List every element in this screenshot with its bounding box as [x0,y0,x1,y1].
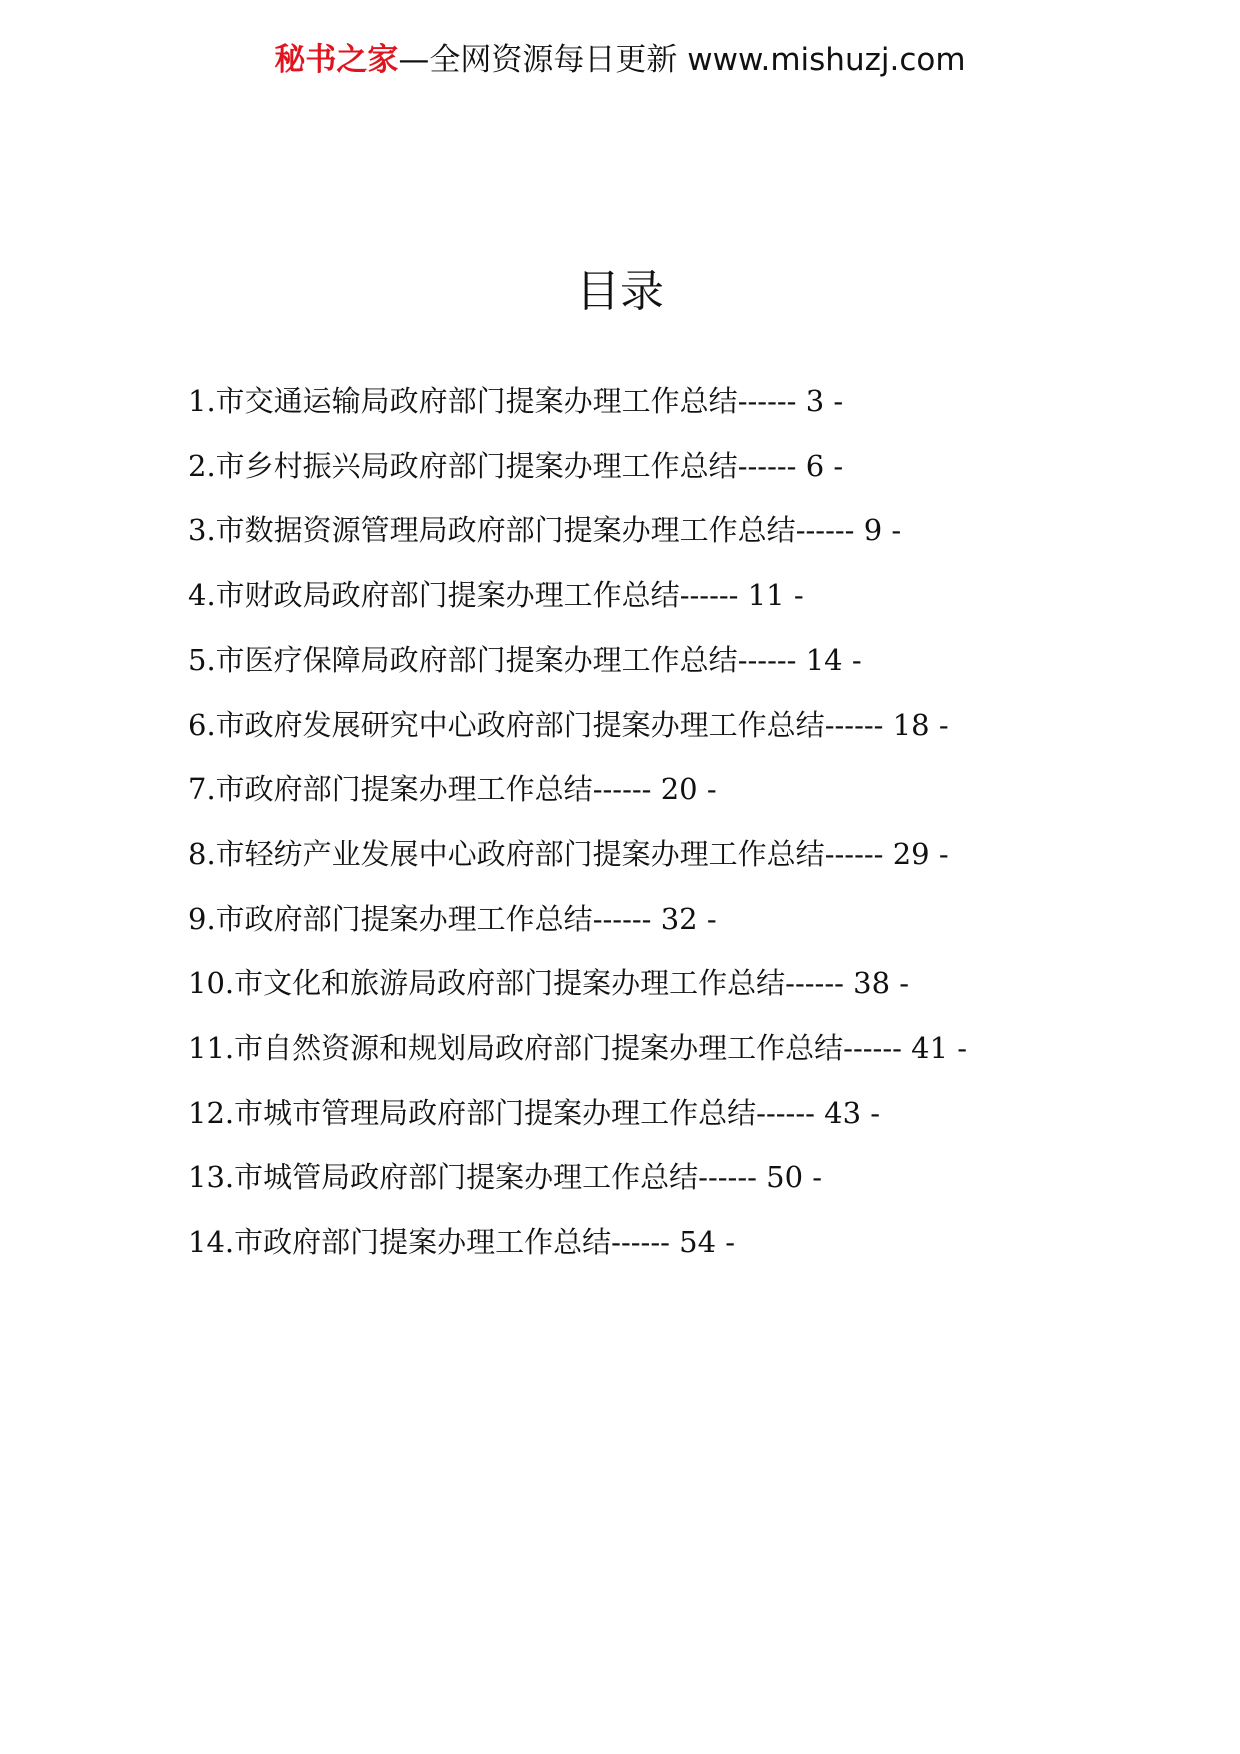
toc-entry-title: 市轻纺产业发展中心政府部门提案办理工作总结 [215,836,825,871]
toc-page-dash [948,1031,967,1065]
toc-entry-page: 38 [853,966,891,1001]
toc-entry-page: 6 [805,448,825,483]
toc-entry-page: 43 [824,1095,862,1130]
toc-entry-page: 50 [766,1160,804,1195]
toc-entry-title: 市乡村振兴局政府部门提案办理工作总结 [215,448,738,483]
toc-leader [738,643,806,677]
toc-entry-title: 市政府部门提案办理工作总结 [215,772,593,807]
toc-entry-title: 市文化和旅游局政府部门提案办理工作总结 [234,966,786,1001]
toc-entry-page: 54 [679,1225,717,1260]
toc-page-dash [861,1096,880,1130]
toc-entry-number: 10. [188,966,235,1001]
table-of-contents [188,369,1058,1275]
brand-name: 秘书之家 [274,42,399,78]
toc-page-dash [785,578,804,612]
toc-entry-number: 11. [188,1031,235,1066]
header-tagline: —全网资源每日更新 www.mishuzj.com [398,42,966,78]
toc-entry[interactable] [188,563,1058,628]
toc-entry[interactable] [188,757,1058,822]
toc-leader [785,966,853,1000]
toc-entry-page: 9 [863,513,883,548]
toc-entry[interactable] [188,951,1058,1016]
toc-entry[interactable] [188,1016,1058,1081]
toc-page-dash [930,837,949,871]
toc-entry-title: 市城管局政府部门提案办理工作总结 [234,1160,699,1195]
toc-entry-number: 9. [188,901,216,936]
toc-entry-number: 14. [188,1225,235,1260]
toc-entry[interactable] [188,498,1058,563]
toc-entry-page: 41 [911,1031,949,1066]
toc-leader [738,449,806,483]
toc-leader [756,1096,824,1130]
toc-entry[interactable] [188,887,1058,952]
toc-page-dash [824,449,843,483]
toc-entry[interactable] [188,1210,1058,1275]
toc-leader [698,1160,766,1194]
toc-leader [738,384,806,418]
toc-entry-number: 3. [188,513,216,548]
toc-page-dash [824,384,843,418]
toc-entry-number: 8. [188,836,216,871]
toc-entry-number: 13. [188,1160,235,1195]
toc-page-dash [698,902,717,936]
toc-entry-title: 市政府部门提案办理工作总结 [234,1225,612,1260]
toc-page-dash [843,643,862,677]
toc-leader [825,708,893,742]
toc-entry-number: 5. [188,642,216,677]
toc-title: 目录 [576,266,664,317]
toc-entry-title: 市自然资源和规划局政府部门提案办理工作总结 [234,1031,844,1066]
toc-page-dash [882,513,901,547]
toc-entry-title: 市交通运输局政府部门提案办理工作总结 [215,384,738,418]
toc-entry[interactable] [188,822,1058,887]
toc-leader [680,578,748,612]
toc-entry[interactable] [188,1081,1058,1146]
toc-leader [843,1031,911,1065]
toc-page-dash [930,708,949,742]
toc-entry-number: 6. [188,707,216,742]
toc-entry-title: 市财政局政府部门提案办理工作总结 [215,578,680,613]
toc-entry-page: 14 [805,642,843,677]
toc-leader [796,513,864,547]
toc-entry-title: 市医疗保障局政府部门提案办理工作总结 [215,642,738,677]
toc-page-dash [803,1160,822,1194]
toc-entry-title: 市数据资源管理局政府部门提案办理工作总结 [215,513,796,548]
toc-page-dash [698,772,717,806]
toc-entry-title: 市政府部门提案办理工作总结 [215,901,593,936]
toc-entry-number: 1. [188,384,216,418]
toc-entry-page: 20 [660,772,698,807]
toc-leader [593,772,661,806]
toc-entry-page: 11 [747,578,785,613]
toc-entry[interactable] [188,693,1058,758]
toc-entry[interactable] [188,434,1058,499]
toc-entry-page: 32 [660,901,698,936]
toc-leader [611,1225,679,1259]
toc-entry-page: 29 [892,836,930,871]
toc-entry-number: 7. [188,772,216,807]
toc-entry-number: 4. [188,578,216,613]
toc-leader [593,902,661,936]
toc-entry[interactable] [188,369,1058,434]
toc-entry[interactable] [188,628,1058,693]
toc-entry-number: 12. [188,1095,235,1130]
toc-entry-page: 3 [805,384,825,418]
toc-leader [825,837,893,871]
toc-entry-number: 2. [188,448,216,483]
site-header [0,40,1240,80]
toc-entry-title: 市城市管理局政府部门提案办理工作总结 [234,1095,757,1130]
toc-entry[interactable] [188,1145,1058,1210]
toc-entry-page: 18 [892,707,930,742]
toc-page-dash [890,966,909,1000]
toc-page-dash [716,1225,735,1259]
toc-entry-title: 市政府发展研究中心政府部门提案办理工作总结 [215,707,825,742]
